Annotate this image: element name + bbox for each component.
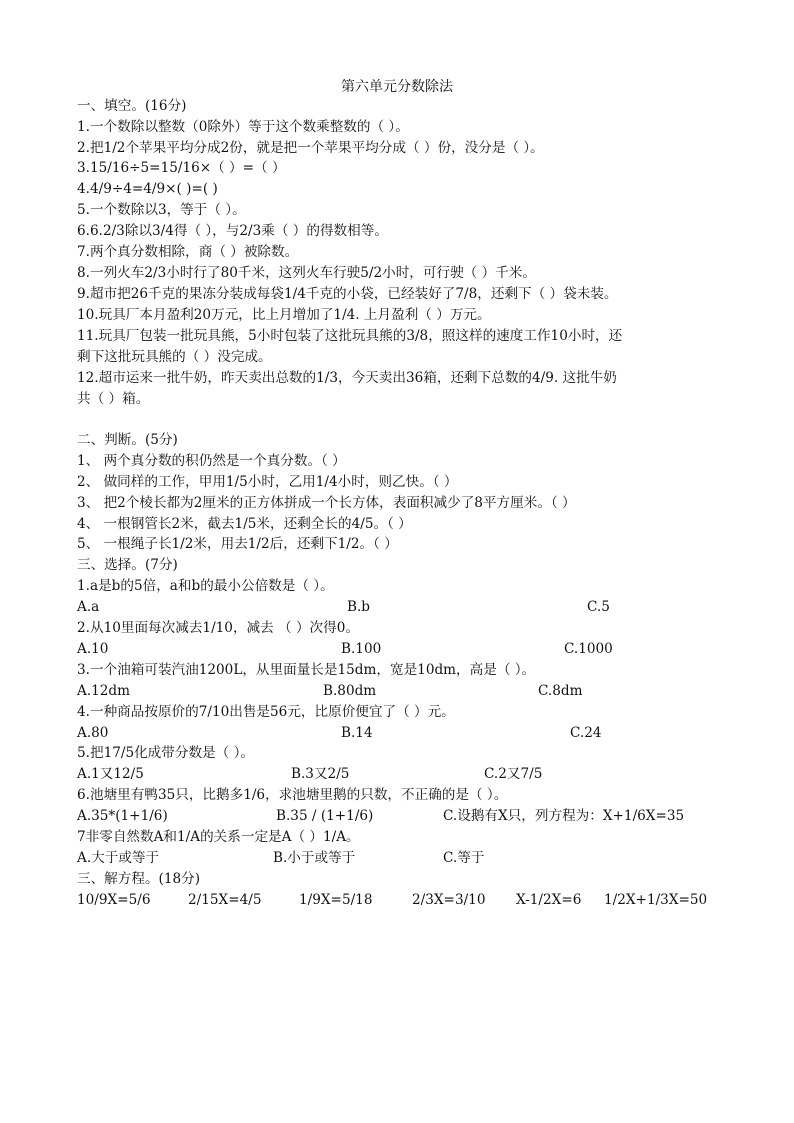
question-text: 6.6.2/3除以3/4得（ ），与2/3乘（ ）的得数相等。 [77, 223, 388, 239]
option-a: A.1又12/5 [77, 766, 144, 782]
option-a: A.35*(1+1/6) [77, 808, 168, 824]
option-a: A.80 [77, 725, 109, 741]
question-text: 3.一个油箱可装汽油1200L，从里面量长是15dm，宽是10dm，高是（ ）。 [77, 662, 536, 678]
section-heading-fill-blank: 一、填空。(16分) [77, 98, 187, 114]
option-a: A.a [77, 599, 100, 615]
option-c: C.设鹅有X只，列方程为：X+1/6X=35 [443, 808, 685, 824]
question-text: 2.把1/2个苹果平均分成2份，就是把一个苹果平均分成（ ）份，没分是（ ）。 [77, 140, 544, 156]
question-text: 3.15/16÷5=15/16×（ ）=（ ） [77, 160, 286, 176]
equation: 1/2X+1/3X=50 [604, 892, 708, 908]
question-text: 6.池塘里有鸭35只，比鹅多1/6，求池塘里鹅的只数，不正确的是（ ）。 [77, 787, 508, 803]
equation: 2/15X=4/5 [188, 892, 262, 908]
option-b: B.35 / (1+1/6) [276, 808, 374, 824]
option-a: A.10 [77, 641, 109, 657]
question-text: 5.把17/5化成带分数是（ ）。 [77, 745, 254, 761]
option-c: C.等于 [443, 850, 485, 866]
question-text: 10.玩具厂本月盈利20万元，比上月增加了1/4. 上月盈利（ ）万元。 [77, 307, 491, 323]
option-c: C.24 [570, 725, 602, 741]
question-text: 4.一种商品按原价的7/10出售是56元，比原价便宜了（ ）元。 [77, 704, 455, 720]
option-b: B.14 [341, 725, 373, 741]
equation: X-1/2X=6 [516, 892, 582, 908]
question-text: 2.从10里面每次减去1/10，减去 （ ）次得0。 [77, 620, 359, 636]
equation: 10/9X=5/6 [77, 892, 151, 908]
option-b: B.80dm [323, 683, 377, 699]
question-text: 1.一个数除以整数（0除外）等于这个数乘整数的（ ）。 [77, 119, 409, 135]
option-a: A.12dm [77, 683, 131, 699]
question-text: 2、 做同样的工作，甲用1/5小时，乙用1/4小时，则乙快。（ ） [77, 474, 458, 490]
question-text: 9.超市把26千克的果冻分装成每袋1/4千克的小袋，已经装好了7/8，还剩下（ ）袋未装。 [77, 286, 618, 302]
option-c: C.2又7/5 [484, 766, 543, 782]
question-text: 7非零自然数A和1/A的关系一定是A（ ）1/A。 [77, 829, 360, 845]
option-b: B.小于或等于 [273, 850, 356, 866]
page-title: 第六单元分数除法 [341, 79, 453, 95]
question-text: 4.4/9÷4=4/9×( )=( ) [77, 181, 218, 197]
question-text: 3、 把2个棱长都为2厘米的正方体拼成一个长方体，表面积减少了8平方厘米。（ ） [77, 495, 576, 511]
question-text: 5.一个数除以3，等于（ ）。 [77, 202, 246, 218]
question-text: 8.一列火车2/3小时行了80千米，这列火车行驶5/2小时，可行驶（ ）千米。 [77, 265, 536, 281]
section-heading-judge: 二、判断。(5分) [77, 432, 178, 448]
equation: 1/9X=5/18 [299, 892, 373, 908]
question-text: 1、 两个真分数的积仍然是一个真分数。（ ） [77, 453, 346, 469]
question-text: 7.两个真分数相除，商（ ）被除数。 [77, 244, 299, 260]
option-c: C.1000 [564, 641, 613, 657]
option-b: B.3又2/5 [291, 766, 350, 782]
question-text: 4、 一根钢管长2米，截去1/5米，还剩全长的4/5。（ ） [77, 516, 412, 532]
question-text: 1.a是b的5倍，a和b的最小公倍数是（ ）。 [77, 578, 334, 594]
question-text: 共（ ）箱。 [77, 391, 150, 407]
option-c: C.5 [587, 599, 610, 615]
question-text: 5、 一根绳子长1/2米，用去1/2后，还剩下1/2。（ ） [77, 536, 398, 552]
question-text: 11.玩具厂包装一批玩具熊，5小时包装了这批玩具熊的3/8，照这样的速度工作10小时，还 [77, 328, 623, 344]
equation: 2/3X=3/10 [412, 892, 486, 908]
question-text: 剩下这批玩具熊的（ ）没完成。 [77, 349, 272, 365]
option-a: A.大于或等于 [77, 850, 160, 866]
option-c: C.8dm [538, 683, 583, 699]
question-text: 12.超市运来一批牛奶，昨天卖出总数的1/3，今天卖出36箱，还剩下总数的4/9. 这批牛奶 [77, 370, 617, 386]
option-b: B.b [347, 599, 371, 615]
section-heading-equations: 三、解方程。(18分) [77, 871, 201, 887]
section-heading-choice: 三、选择。(7分) [77, 557, 178, 573]
option-b: B.100 [341, 641, 382, 657]
